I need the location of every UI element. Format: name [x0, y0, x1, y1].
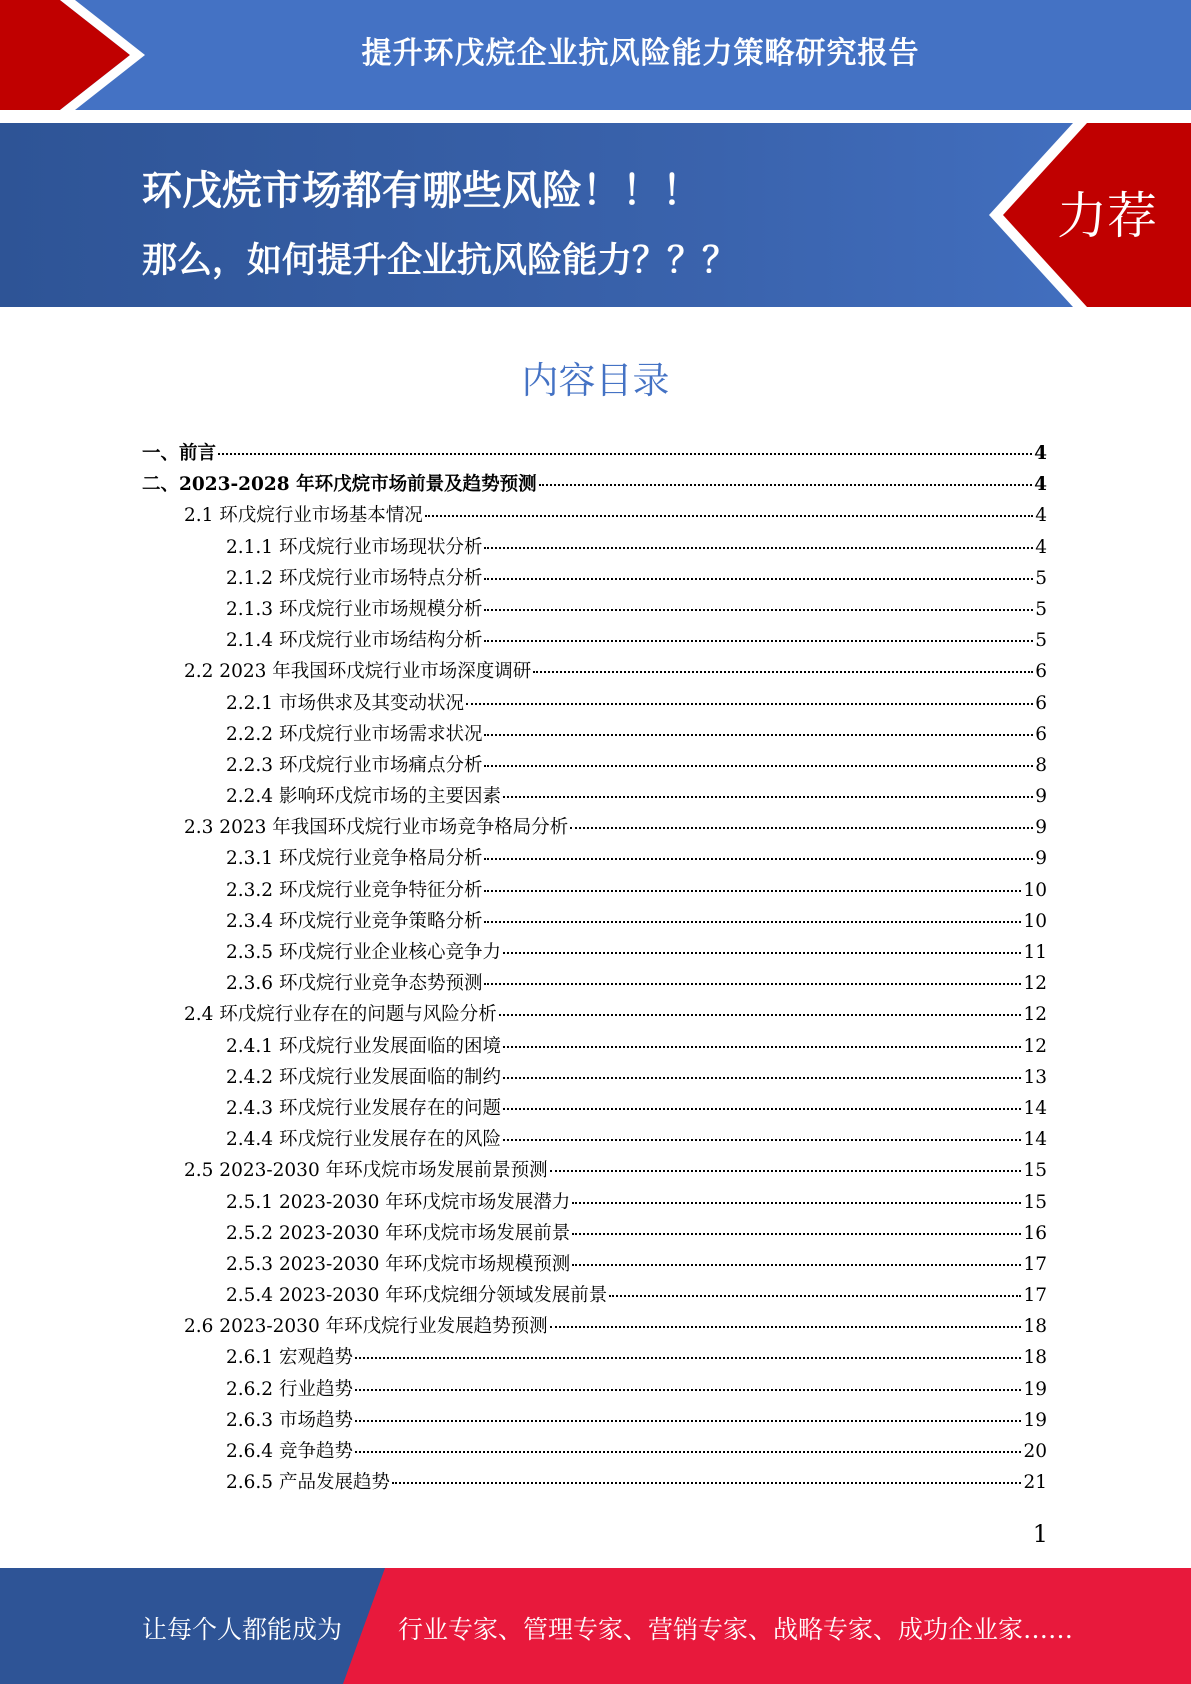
toc-entry-label: 2.6.5 产品发展趋势 — [226, 1472, 390, 1494]
toc-entry[interactable] — [142, 1218, 1047, 1249]
toc-entry[interactable] — [142, 906, 1047, 937]
toc-entry[interactable] — [142, 843, 1047, 874]
toc-entry-label: 2.6.3 市场趋势 — [226, 1409, 353, 1431]
toc-entry-label: 2.1.3 环戊烷行业市场规模分析 — [226, 598, 483, 620]
dot-leader — [570, 826, 1033, 829]
toc-entry-page: 10 — [1023, 879, 1047, 901]
toc-entry-page: 5 — [1035, 598, 1047, 620]
dot-leader — [503, 1107, 1021, 1110]
dot-leader — [503, 1045, 1021, 1048]
toc-entry-label: 2.5.2 2023-2030 年环戊烷市场发展前景 — [226, 1222, 571, 1244]
toc-entry-page: 17 — [1023, 1285, 1047, 1307]
report-title-banner — [0, 0, 1191, 110]
toc-entry-label: 2.2.2 环戊烷行业市场需求状况 — [226, 723, 483, 745]
dot-leader — [484, 639, 1033, 642]
toc-entry-label: 2.3.2 环戊烷行业竞争特征分析 — [226, 879, 483, 901]
toc-entry[interactable] — [142, 1311, 1047, 1342]
headline-risks: 环戊烷市场都有哪些风险！！！ — [142, 168, 702, 214]
toc-entry-label: 2.4 环戊烷行业存在的问题与风险分析 — [184, 1004, 497, 1026]
toc-entry-label: 2.6 2023-2030 年环戊烷行业发展趋势预测 — [184, 1316, 548, 1338]
toc-entry-page: 4 — [1034, 443, 1047, 464]
toc-entry[interactable] — [142, 781, 1047, 812]
toc-entry-page: 13 — [1023, 1066, 1047, 1088]
dot-leader — [484, 577, 1033, 580]
toc-entry-page: 15 — [1023, 1160, 1047, 1182]
toc-entry[interactable] — [142, 1031, 1047, 1062]
dot-leader — [484, 733, 1033, 736]
hero-banner — [0, 123, 1191, 307]
toc-entry[interactable] — [142, 1342, 1047, 1373]
toc-entry[interactable] — [142, 1093, 1047, 1124]
toc-entry[interactable] — [142, 688, 1047, 719]
dot-leader — [572, 1263, 1021, 1266]
toc-entry-label: 2.6.1 宏观趋势 — [226, 1347, 353, 1369]
dot-leader — [609, 1294, 1021, 1297]
dot-leader — [550, 1325, 1022, 1328]
toc-entry-page: 14 — [1023, 1129, 1047, 1151]
toc-entry[interactable] — [142, 1374, 1047, 1405]
table-of-contents — [142, 438, 1047, 1498]
dot-leader — [484, 982, 1021, 985]
dot-leader — [533, 670, 1033, 673]
toc-entry-page: 12 — [1023, 973, 1047, 995]
toc-entry-page: 6 — [1035, 723, 1047, 745]
dot-leader — [484, 546, 1033, 549]
toc-entry[interactable] — [142, 875, 1047, 906]
toc-entry[interactable] — [142, 968, 1047, 999]
toc-entry[interactable] — [142, 438, 1047, 469]
toc-entry-label: 2.3.5 环戊烷行业企业核心竞争力 — [226, 942, 501, 963]
toc-entry-label: 2.3.1 环戊烷行业竞争格局分析 — [226, 848, 483, 870]
toc-entry-page: 12 — [1023, 1004, 1047, 1026]
toc-entry-page: 4 — [1035, 536, 1047, 558]
toc-entry-page: 4 — [1034, 474, 1047, 496]
toc-entry-page: 9 — [1035, 817, 1047, 839]
toc-entry-page: 17 — [1023, 1253, 1047, 1275]
dot-leader — [392, 1481, 1021, 1484]
toc-entry-label: 2.1 环戊烷行业市场基本情况 — [184, 505, 423, 527]
toc-entry-page: 19 — [1023, 1378, 1047, 1400]
toc-entry-label: 2.4.4 环戊烷行业发展存在的风险 — [226, 1129, 501, 1151]
toc-entry[interactable] — [142, 469, 1047, 500]
dot-leader — [572, 1232, 1021, 1235]
toc-title: 内容目录 — [521, 359, 670, 402]
toc-entry-label: 2.1.4 环戊烷行业市场结构分析 — [226, 630, 483, 652]
toc-entry-label: 2.3.6 环戊烷行业竞争态势预测 — [226, 973, 483, 995]
toc-entry[interactable] — [142, 532, 1047, 563]
toc-entry-page: 20 — [1023, 1441, 1047, 1462]
toc-entry-page: 18 — [1023, 1316, 1047, 1338]
toc-entry-page: 18 — [1023, 1347, 1047, 1369]
toc-entry-page: 9 — [1035, 848, 1047, 870]
page-number: 1 — [1032, 1520, 1048, 1548]
toc-entry-label: 2.4.3 环戊烷行业发展存在的问题 — [226, 1097, 501, 1119]
toc-entry[interactable] — [142, 1062, 1047, 1093]
toc-entry-label: 2.6.4 竞争趋势 — [226, 1441, 353, 1462]
dot-leader — [484, 608, 1033, 611]
toc-entry-label: 2.5.3 2023-2030 年环戊烷市场规模预测 — [226, 1253, 571, 1275]
toc-entry[interactable] — [142, 563, 1047, 594]
red-chevron-decoration — [0, 0, 160, 110]
toc-entry-page: 15 — [1023, 1191, 1047, 1213]
toc-entry-page: 5 — [1035, 567, 1047, 589]
toc-entry-page: 16 — [1023, 1222, 1047, 1244]
dot-leader — [503, 795, 1033, 798]
dot-leader — [355, 1356, 1022, 1359]
toc-entry-label: 2.3.4 环戊烷行业竞争策略分析 — [226, 910, 483, 932]
toc-entry[interactable] — [142, 719, 1047, 750]
toc-entry-label: 2.1.1 环戊烷行业市场现状分析 — [226, 536, 483, 558]
dot-leader — [539, 483, 1033, 486]
dot-leader — [550, 1169, 1022, 1172]
toc-entry-page: 9 — [1035, 786, 1047, 808]
toc-entry[interactable] — [142, 1187, 1047, 1218]
toc-entry-label: 2.2.4 影响环戊烷市场的主要因素 — [226, 786, 501, 808]
toc-entry-label: 2.1.2 环戊烷行业市场特点分析 — [226, 567, 483, 589]
toc-entry-page: 6 — [1035, 661, 1047, 683]
toc-entry-label: 一、前言 — [142, 443, 217, 464]
toc-entry-label: 2.2.3 环戊烷行业市场痛点分析 — [226, 754, 483, 776]
toc-entry-page: 8 — [1035, 754, 1047, 776]
toc-entry[interactable] — [142, 1249, 1047, 1280]
toc-entry-label: 2.2.1 市场供求及其变动状况 — [226, 692, 464, 714]
toc-entry-label: 2.2 2023 年我国环戊烷行业市场深度调研 — [184, 661, 532, 683]
dot-leader — [503, 1138, 1021, 1141]
toc-entry-page: 12 — [1023, 1035, 1047, 1057]
dot-leader — [484, 889, 1021, 892]
dot-leader — [218, 452, 1032, 455]
dot-leader — [355, 1450, 1022, 1453]
toc-entry-label: 2.4.1 环戊烷行业发展面临的困境 — [226, 1035, 501, 1057]
toc-entry[interactable] — [142, 750, 1047, 781]
dot-leader — [484, 764, 1033, 767]
toc-entry[interactable] — [142, 594, 1047, 625]
dot-leader — [503, 1076, 1021, 1079]
toc-entry[interactable] — [142, 812, 1047, 843]
toc-entry-label: 2.5.4 2023-2030 年环戊烷细分领域发展前景 — [226, 1285, 608, 1307]
toc-entry-page: 5 — [1035, 630, 1047, 652]
toc-entry-label: 二、2023-2028 年环戊烷市场前景及趋势预测 — [142, 474, 537, 496]
report-title: 提升环戊烷企业抗风险能力策略研究报告 — [361, 36, 920, 71]
toc-entry[interactable] — [142, 1467, 1047, 1498]
dot-leader — [484, 920, 1021, 923]
toc-entry[interactable] — [142, 625, 1047, 656]
footer-slogan-right: 行业专家、管理专家、营销专家、战略专家、成功企业家…… — [398, 1615, 1074, 1644]
toc-entry-label: 2.6.2 行业趋势 — [226, 1378, 353, 1400]
footer-banner — [0, 1568, 1191, 1684]
dot-leader — [425, 514, 1033, 517]
dot-leader — [355, 1388, 1022, 1391]
toc-entry-page: 21 — [1023, 1472, 1047, 1494]
toc-entry-page: 19 — [1023, 1409, 1047, 1431]
toc-entry[interactable] — [142, 937, 1047, 968]
toc-entry[interactable] — [142, 1155, 1047, 1186]
dot-leader — [355, 1419, 1022, 1422]
toc-entry[interactable] — [142, 1280, 1047, 1311]
toc-entry-label: 2.5 2023-2030 年环戊烷市场发展前景预测 — [184, 1160, 548, 1182]
toc-entry[interactable] — [142, 999, 1047, 1030]
toc-entry-label: 2.4.2 环戊烷行业发展面临的制约 — [226, 1066, 501, 1088]
headline-question: 那么，如何提升企业抗风险能力？？？ — [142, 241, 738, 281]
toc-entry-page: 4 — [1035, 505, 1047, 527]
toc-entry[interactable] — [142, 1436, 1047, 1467]
toc-entry-label: 2.3 2023 年我国环戊烷行业市场竞争格局分析 — [184, 817, 569, 839]
toc-entry-page: 14 — [1023, 1097, 1047, 1119]
recommend-badge: 力荐 — [1057, 187, 1157, 245]
dot-leader — [466, 702, 1033, 705]
toc-entry[interactable] — [142, 656, 1047, 687]
toc-entry[interactable] — [142, 1124, 1047, 1155]
dot-leader — [503, 951, 1021, 954]
dot-leader — [572, 1201, 1021, 1204]
footer-slogan-left: 让每个人都能成为 — [142, 1615, 343, 1644]
toc-entry-label: 2.5.1 2023-2030 年环戊烷市场发展潜力 — [226, 1191, 571, 1213]
toc-entry[interactable] — [142, 500, 1047, 531]
dot-leader — [499, 1013, 1022, 1016]
toc-entry-page: 11 — [1023, 942, 1047, 963]
toc-entry-page: 6 — [1035, 692, 1047, 714]
toc-entry-page: 10 — [1023, 910, 1047, 932]
dot-leader — [484, 857, 1033, 860]
toc-entry[interactable] — [142, 1405, 1047, 1436]
